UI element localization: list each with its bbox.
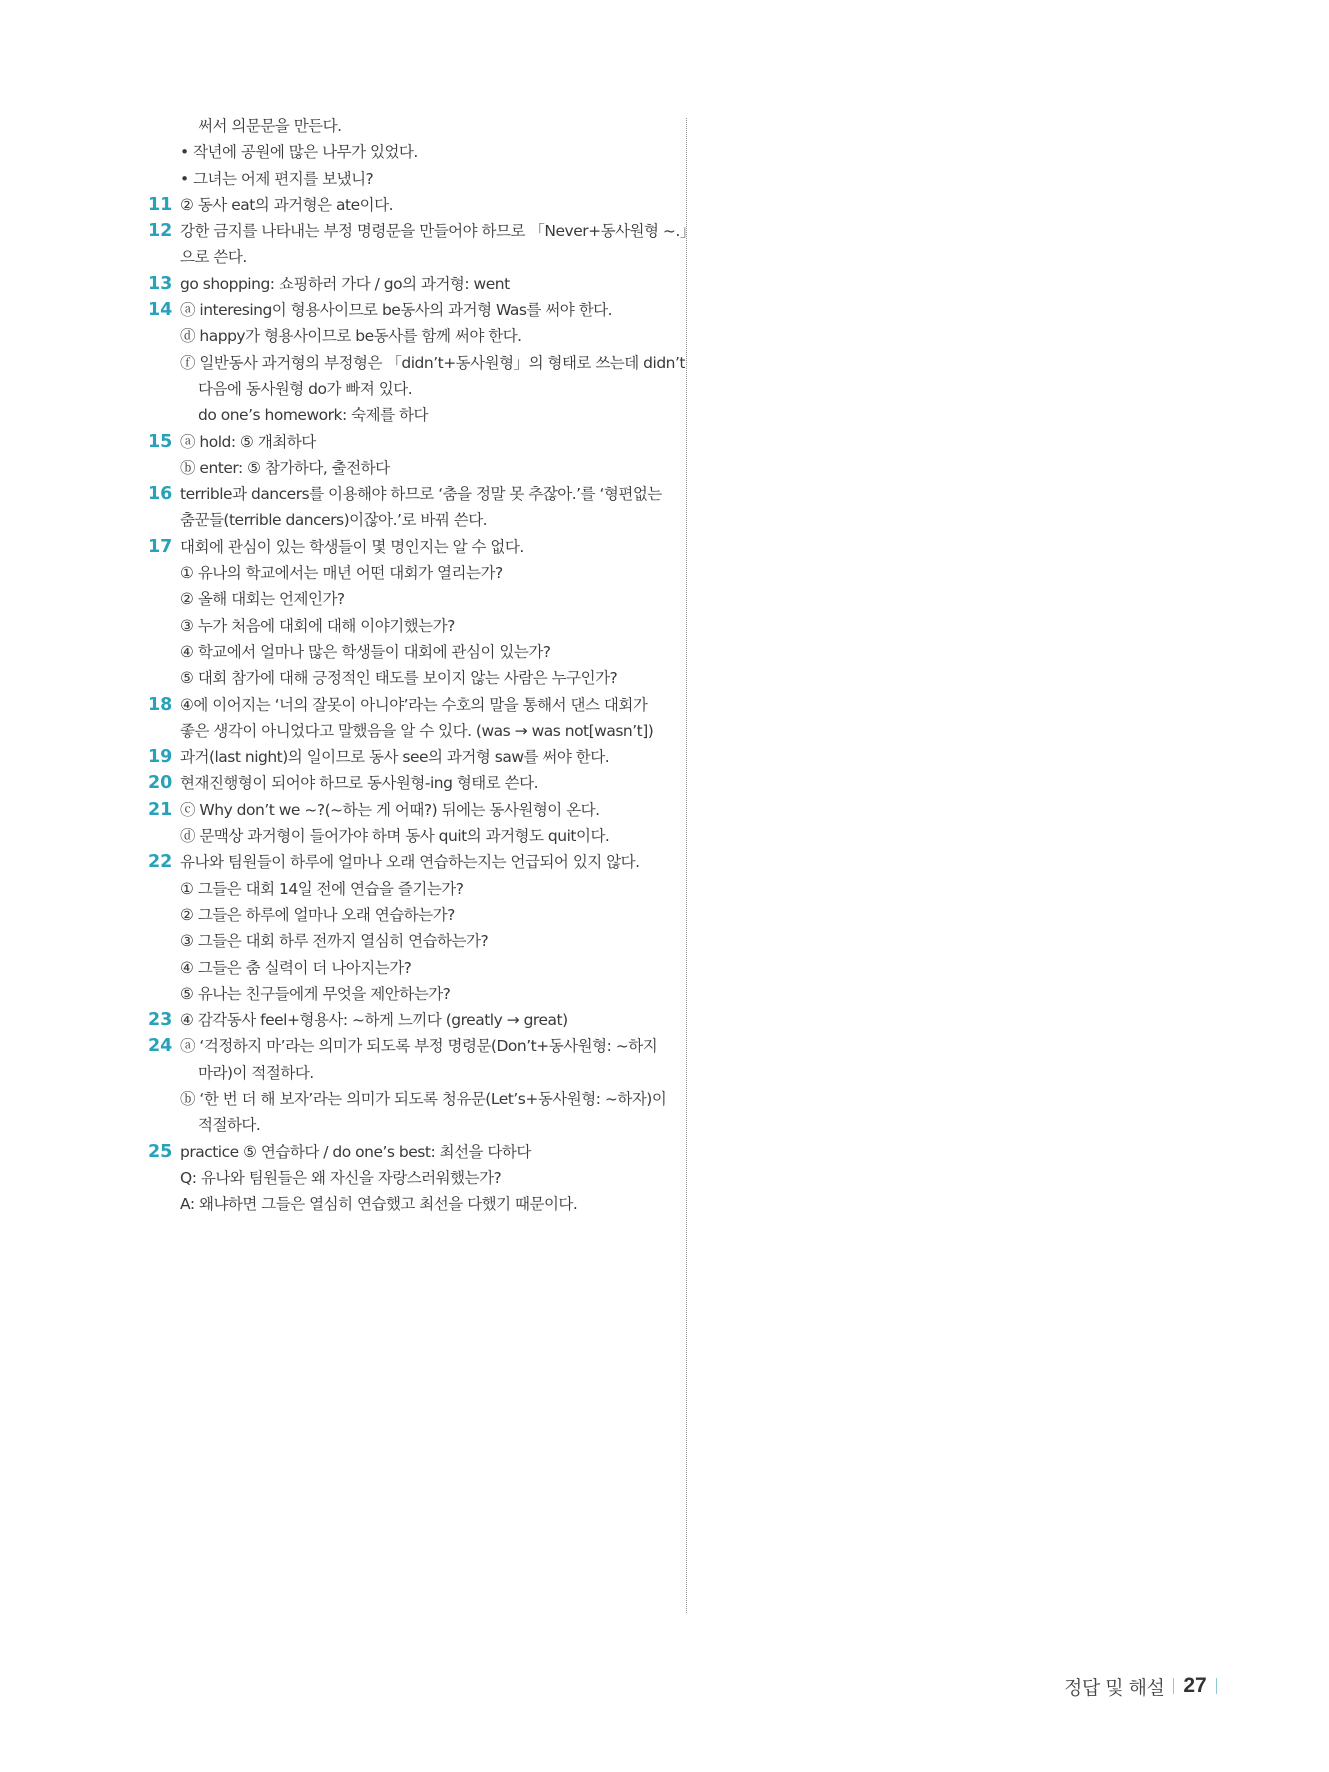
line-text: ⓑ ‘한 번 더 해 보자’라는 의미가 되도록 청유문(Let’s+동사원형: ~하자)이	[180, 1089, 667, 1108]
text-line	[148, 692, 668, 718]
text-line	[148, 639, 668, 665]
text-line	[148, 429, 668, 455]
line-text: 다음에 동사원형 do가 빠져 있다.	[198, 379, 413, 398]
text-line	[148, 1060, 668, 1086]
text-line	[148, 218, 695, 244]
text-line	[148, 402, 668, 428]
page-number: 27	[1183, 1674, 1207, 1697]
text-line	[148, 166, 668, 192]
question-number: 17	[148, 536, 173, 557]
line-text: ⓓ happy가 형용사이므로 be동사를 함께 써야 한다.	[180, 327, 522, 346]
line-text: ② 그들은 하루에 얼마나 오래 연습하는가?	[180, 905, 455, 924]
text-line	[148, 350, 685, 376]
text-line	[148, 718, 668, 744]
text-line	[148, 876, 668, 902]
text-line	[148, 981, 668, 1007]
text-line	[148, 902, 668, 928]
line-text: 대회에 관심이 있는 학생들이 몇 명인지는 알 수 없다.	[180, 537, 524, 556]
line-text: 마라)이 적절하다.	[198, 1063, 314, 1082]
text-line	[148, 1007, 668, 1033]
line-text: ③ 그들은 대회 하루 전까지 열심히 연습하는가?	[180, 932, 489, 951]
text-line	[148, 481, 668, 507]
text-line	[148, 455, 668, 481]
text-line	[148, 244, 668, 270]
footer-divider-right	[1216, 1678, 1217, 1694]
line-text: ④ 학교에서 얼마나 많은 학생들이 대회에 관심이 있는가?	[180, 642, 551, 661]
text-line	[148, 744, 668, 770]
text-line	[148, 192, 668, 218]
line-text: ④에 이어지는 ‘너의 잘못이 아니야’라는 수호의 말을 통해서 댄스 대회가	[180, 695, 648, 714]
line-text: terrible과 dancers를 이용해야 하므로 ‘춤을 정말 못 추잖아.’를 ‘형편없는	[180, 485, 662, 504]
question-number: 22	[148, 852, 173, 873]
line-text: ⓒ Why don’t we ~?(~하는 게 어때?) 뒤에는 동사원형이 온다.	[180, 800, 600, 819]
text-line	[148, 849, 668, 875]
line-text: ⓐ ‘걱정하지 마’라는 의미가 되도록 부정 명령문(Don’t+동사원형: ~하지	[180, 1037, 658, 1056]
line-text: ⓐ interesing이 형용사이므로 be동사의 과거형 Was를 써야 한다.	[180, 301, 613, 320]
question-number: 15	[148, 431, 173, 452]
text-line	[148, 507, 668, 533]
text-line	[148, 770, 668, 796]
question-number: 13	[148, 273, 173, 294]
column-divider	[686, 118, 687, 1613]
line-text: A: 왜냐하면 그들은 열심히 연습했고 최선을 다했기 때문이다.	[180, 1195, 578, 1214]
line-text: ⓓ 문맥상 과거형이 들어가야 하며 동사 quit의 과거형도 quit이다.	[180, 827, 610, 846]
text-line	[148, 139, 668, 165]
question-number: 14	[148, 300, 173, 321]
line-text: ② 동사 eat의 과거형은 ate이다.	[180, 195, 394, 214]
line-text: 적절하다.	[198, 1116, 261, 1135]
question-number: 12	[148, 221, 173, 242]
line-text: ④ 그들은 춤 실력이 더 나아지는가?	[180, 958, 412, 977]
text-line	[148, 823, 668, 849]
text-line	[148, 560, 668, 586]
line-text: ③ 누가 처음에 대회에 대해 이야기했는가?	[180, 616, 455, 635]
question-number: 18	[148, 694, 173, 715]
text-line	[148, 928, 668, 954]
page-footer	[1064, 1671, 1226, 1701]
line-text: • 작년에 공원에 많은 나무가 있었다.	[180, 143, 418, 162]
line-text: 유나와 팀원들이 하루에 얼마나 오래 연습하는지는 언급되어 있지 않다.	[180, 853, 640, 872]
footer-divider	[1173, 1678, 1174, 1694]
text-line	[148, 113, 668, 139]
line-text: • 그녀는 어제 편지를 보냈니?	[180, 169, 374, 188]
line-text: ① 그들은 대회 14일 전에 연습을 즐기는가?	[180, 879, 464, 898]
line-text: ⓐ hold: ⑤ 개최하다	[180, 432, 316, 451]
text-line	[148, 665, 668, 691]
text-line	[148, 586, 668, 612]
line-text: ⑤ 대회 참가에 대해 긍정적인 태도를 보이지 않는 사람은 누구인가?	[180, 669, 618, 688]
line-text: Q: 유나와 팀원들은 왜 자신을 자랑스러워했는가?	[180, 1168, 502, 1187]
text-line	[148, 797, 668, 823]
text-line	[148, 376, 668, 402]
text-line	[148, 271, 668, 297]
text-line	[148, 1086, 668, 1112]
answer-explanations	[148, 113, 695, 1217]
question-number: 19	[148, 747, 173, 768]
footer-label: 정답 및 해설	[1064, 1676, 1165, 1699]
question-number: 24	[148, 1036, 173, 1057]
question-number: 23	[148, 1010, 173, 1031]
text-line	[148, 955, 668, 981]
text-line	[148, 1191, 668, 1217]
line-text: do one’s homework: 숙제를 하다	[198, 406, 428, 425]
line-text: ② 올해 대회는 언제인가?	[180, 590, 345, 609]
line-text: 써서 의문문을 만든다.	[198, 117, 342, 135]
text-line	[148, 534, 668, 560]
question-number: 21	[148, 799, 173, 820]
text-line	[148, 613, 668, 639]
line-text: ⓕ 일반동사 과거형의 부정형은 「didn’t+동사원형」의 형태로 쓰는데 didn’t	[180, 353, 685, 372]
line-text: 현재진행형이 되어야 하므로 동사원형-ing 형태로 쓴다.	[180, 774, 539, 793]
question-number: 20	[148, 773, 173, 794]
line-text: 춤꾼들(terrible dancers)이잖아.’로 바꿔 쓴다.	[180, 511, 488, 530]
line-text: ⑤ 유나는 친구들에게 무엇을 제안하는가?	[180, 984, 451, 1003]
line-text: 강한 금지를 나타내는 부정 명령문을 만들어야 하므로 「Never+동사원형 ~.」	[180, 222, 695, 241]
question-number: 11	[148, 194, 173, 215]
question-number: 16	[148, 484, 173, 505]
text-line	[148, 1139, 668, 1165]
line-text: 으로 쓴다.	[180, 248, 247, 267]
line-text: practice ⑤ 연습하다 / do one’s best: 최선을 다하다	[180, 1142, 531, 1161]
line-text: go shopping: 쇼핑하러 가다 / go의 과거형: went	[180, 274, 510, 293]
question-number: 25	[148, 1141, 173, 1162]
line-text: 좋은 생각이 아니었다고 말했음을 알 수 있다. (was → was not[wasn’t])	[180, 721, 654, 740]
line-text: ⓑ enter: ⑤ 참가하다, 출전하다	[180, 458, 390, 477]
line-text: ④ 감각동사 feel+형용사: ~하게 느끼다 (greatly → great)	[180, 1011, 568, 1030]
text-line	[148, 323, 668, 349]
text-line	[148, 1112, 668, 1138]
text-line	[148, 1033, 668, 1059]
line-text: 과거(last night)의 일이므로 동사 see의 과거형 saw를 써야 한다.	[180, 748, 610, 767]
text-line	[148, 1165, 668, 1191]
text-line	[148, 297, 668, 323]
line-text: ① 유나의 학교에서는 매년 어떤 대회가 열리는가?	[180, 564, 503, 583]
